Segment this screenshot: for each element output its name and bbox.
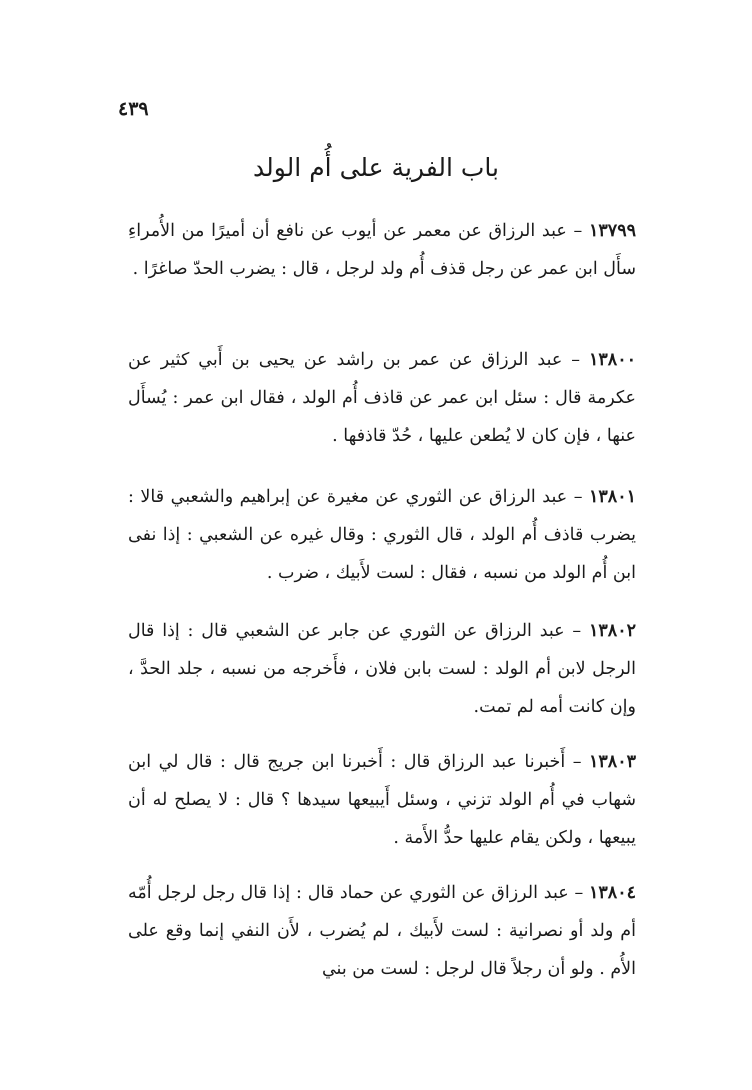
hadith-13803 xyxy=(128,743,636,857)
hadith-13802 xyxy=(128,612,636,726)
hadith-text: – عبد الرزاق عن الثوري عن جابر عن الشعبي قال : إذا قال الرجل لابن أم الولد : لست بابن فلان ، فأَخرجه من نسبه ، جلد الحدَّ ، وإن كانت أمه لم تمت. xyxy=(128,621,636,717)
hadith-text: – عبد الرزاق عن عمر بن راشد عن يحيى بن أَبي كثير عن عكرمة قال : سئل ابن عمر عن قاذف أُم الولد ، فقال ابن عمر : يُسأَل عنها ، فإن كان لا يُطعن عليها ، حُدّ قاذفها . xyxy=(128,350,636,446)
hadith-number: ١٣٨٠٢ xyxy=(589,621,636,641)
hadith-13801 xyxy=(128,478,636,592)
hadith-number: ١٣٨٠٤ xyxy=(589,883,636,903)
hadith-13799 xyxy=(128,212,636,288)
hadith-13804 xyxy=(128,874,636,988)
chapter-title: باب الفرية على أُم الولد xyxy=(253,153,499,182)
hadith-number: ١٣٨٠٣ xyxy=(589,752,636,772)
hadith-text: – عبد الرزاق عن الثوري عن حماد قال : إذا قال رجل لرجل أُمّه أم ولد أو نصرانية : لست لأَبيك ، لم يُضرب ، لأَن النفي إنما وقع على الأُم . ولو أن رجلاً قال لرجل : لست من بني xyxy=(128,883,636,979)
hadith-text: – عبد الرزاق عن الثوري عن مغيرة عن إبراهيم والشعبي قالا : يضرب قاذف أُم الولد ، قال الثوري : وقال غيره عن الشعبي : إذا نفى ابن أُم الولد من نسبه ، فقال : لست لأَبيك ، ضرب . xyxy=(128,487,636,583)
hadith-text: – عبد الرزاق عن معمر عن أيوب عن نافع أن أميرًا من الأُمراءِ سأَل ابن عمر عن رجل قذف أُم ولد لرجل ، قال : يضرب الحدّ صاغرًا . xyxy=(128,221,636,279)
hadith-number: ١٣٨٠١ xyxy=(589,487,636,507)
hadith-number: ١٣٨٠٠ xyxy=(589,350,636,370)
hadith-text: – أَخبرنا عبد الرزاق قال : أَخبرنا ابن جريج قال : قال لي ابن شهاب في أُم الولد تزني ، وسئل أَيبيعها سيدها ؟ قال : لا يصلح له أن يبيعها ، ولكن يقام عليها حدُّ الأَمة . xyxy=(128,752,636,848)
page-number: ٤٣٩ xyxy=(118,98,149,120)
hadith-number: ١٣٧٩٩ xyxy=(589,221,636,241)
hadith-13800 xyxy=(128,341,636,455)
